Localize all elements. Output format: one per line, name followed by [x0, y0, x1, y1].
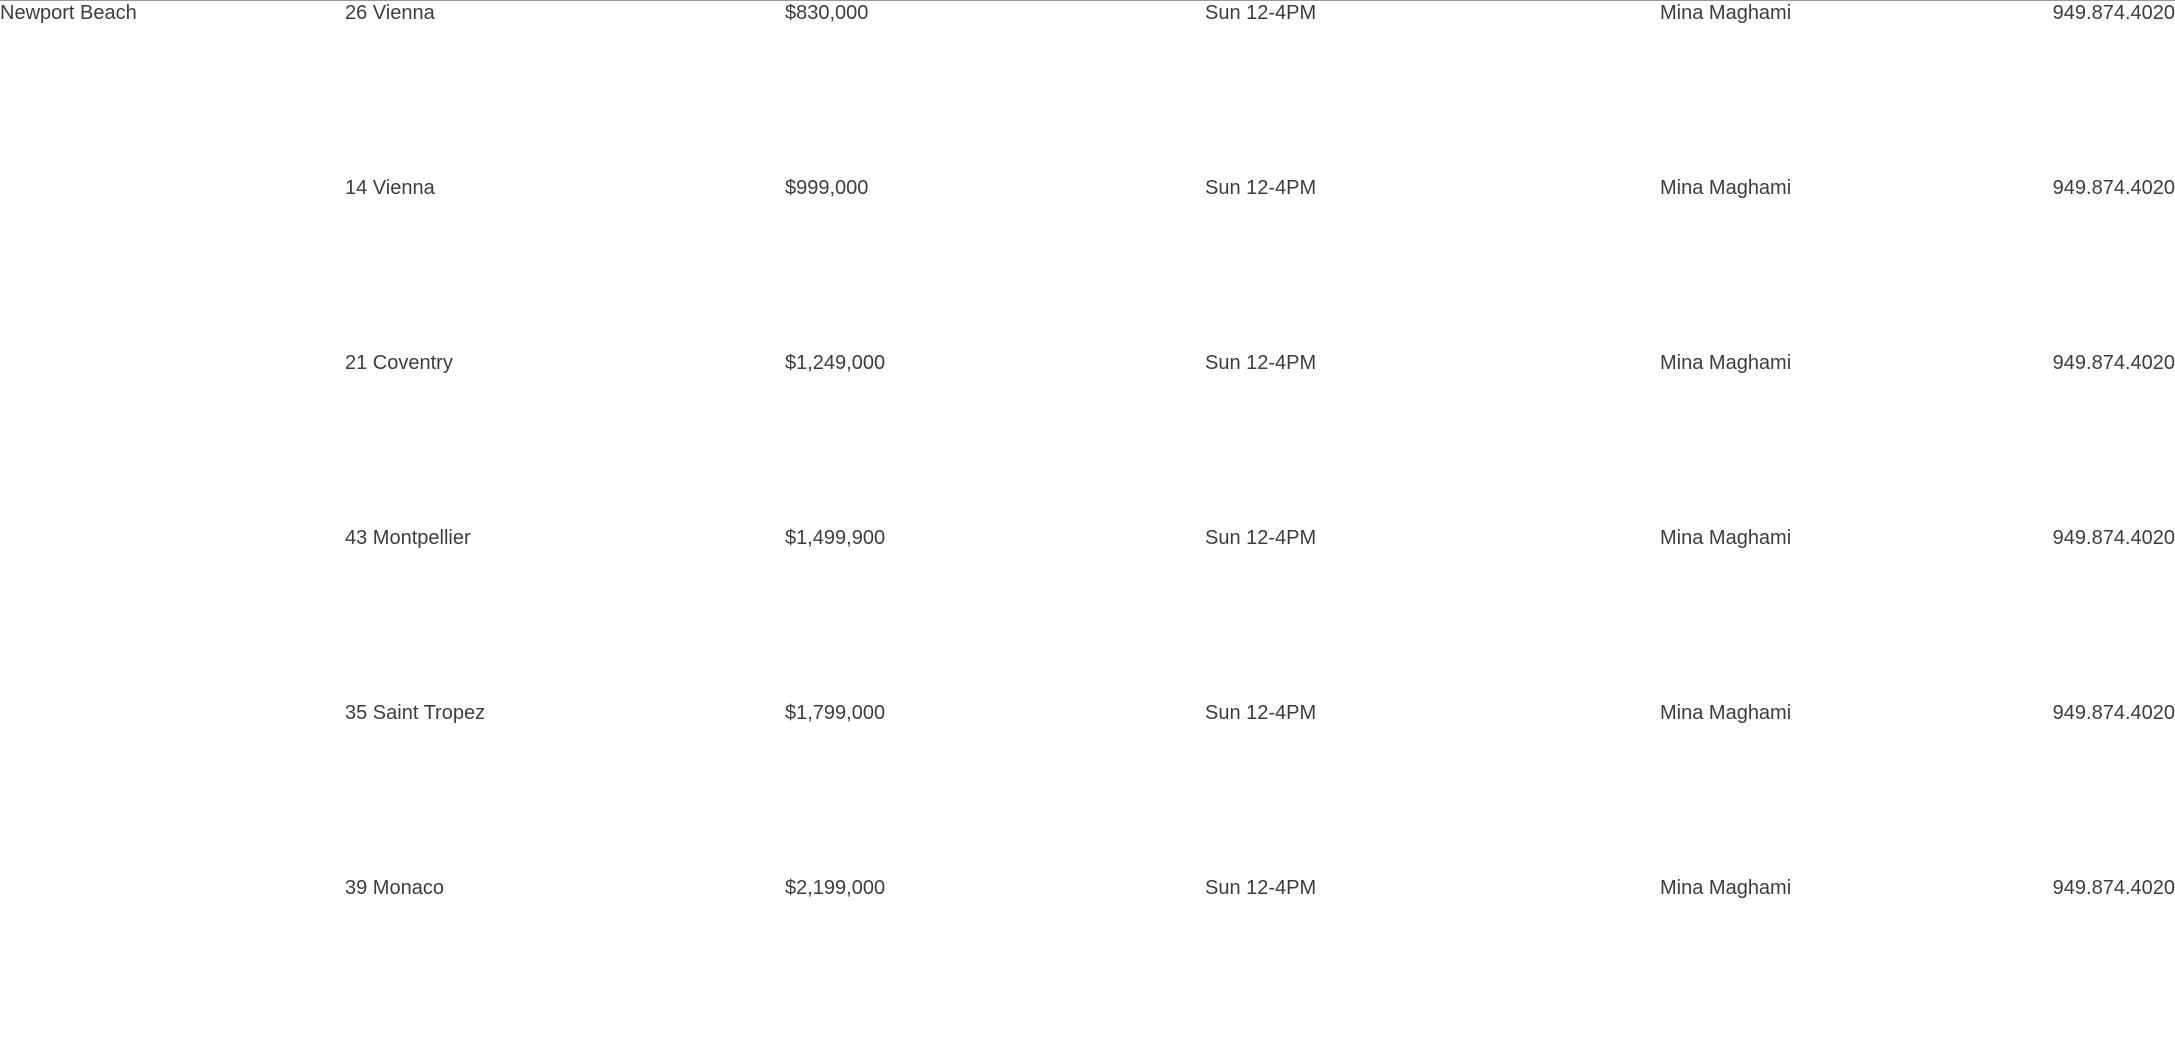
table-row [0, 1, 2175, 176]
cell-city [0, 351, 345, 526]
table-body [0, 1, 2175, 1051]
open-house-listing-table [0, 1, 2175, 1051]
cell-city: Newport Beach [0, 2, 137, 24]
cell-price: $830,000 [785, 2, 869, 24]
cell-address: 14 Vienna [345, 177, 435, 199]
cell-city [0, 176, 345, 351]
cell-price: $1,499,900 [785, 527, 886, 549]
cell-open-house-time: Sun 12-4PM [1205, 527, 1317, 549]
cell-address: 43 Montpellier [345, 527, 471, 549]
cell-agent: Mina Maghami [1660, 177, 1792, 199]
cell-address: 21 Coventry [345, 352, 453, 374]
table-row [0, 876, 2175, 1051]
table-row [0, 701, 2175, 876]
cell-agent: Mina Maghami [1660, 527, 1792, 549]
cell-address: 26 Vienna [345, 2, 435, 24]
table-row [0, 351, 2175, 526]
cell-agent: Mina Maghami [1660, 877, 1792, 899]
cell-agent: Mina Maghami [1660, 702, 1792, 724]
table-row [0, 176, 2175, 351]
cell-agent: Mina Maghami [1660, 2, 1792, 24]
cell-price: $1,799,000 [785, 702, 886, 724]
cell-open-house-time: Sun 12-4PM [1205, 877, 1317, 899]
cell-price: $2,199,000 [785, 877, 886, 899]
cell-address: 35 Saint Tropez [345, 702, 486, 724]
cell-phone: 949.874.4020 [2052, 877, 2175, 899]
cell-agent: Mina Maghami [1660, 352, 1792, 374]
cell-phone: 949.874.4020 [2052, 2, 2175, 24]
cell-price: $1,249,000 [785, 352, 886, 374]
cell-price: $999,000 [785, 177, 869, 199]
cell-address: 39 Monaco [345, 877, 444, 899]
cell-city [0, 876, 345, 1051]
cell-phone: 949.874.4020 [2052, 527, 2175, 549]
cell-city [0, 526, 345, 701]
cell-open-house-time: Sun 12-4PM [1205, 2, 1317, 24]
cell-phone: 949.874.4020 [2052, 352, 2175, 374]
table-row [0, 526, 2175, 701]
cell-city [0, 701, 345, 876]
cell-phone: 949.874.4020 [2052, 702, 2175, 724]
cell-open-house-time: Sun 12-4PM [1205, 177, 1317, 199]
cell-open-house-time: Sun 12-4PM [1205, 352, 1317, 374]
cell-phone: 949.874.4020 [2052, 177, 2175, 199]
cell-open-house-time: Sun 12-4PM [1205, 702, 1317, 724]
